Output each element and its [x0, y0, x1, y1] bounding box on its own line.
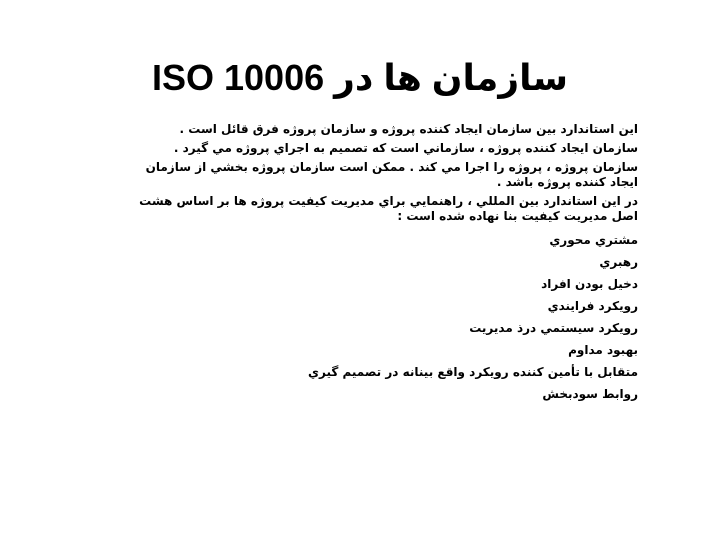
- paragraph-eight-principles: در اين استاندارد بين المللي ، راهنمايي براي مديريت كيفيت پروژه ها بر اساس هشت اصل مديريت كيفيت بنا نهاده شده است :: [139, 194, 638, 223]
- paragraph-originating-org: سازمان ايجاد كننده پروژه ، سازماني است كه تصميم به اجراي پروژه مي گيرد .: [173, 141, 638, 155]
- principle-item: بهبود مداوم: [568, 343, 638, 357]
- principle-item: مشتري محوري: [549, 233, 638, 247]
- paragraph-project-org: سازمان پروژه ، پروژه را اجرا مي كند . ممكن است سازمان پروژه بخشي از سازمان ايجاد كننده پروژه باشد .: [145, 160, 638, 189]
- slide-body: [118, 122, 638, 409]
- principle-item: متقابل با تأمين كننده رويكرد واقع بينانه در تصميم گيري: [307, 365, 638, 379]
- principle-item: رويكرد فرايندي: [547, 299, 638, 313]
- slide-title: سازمان ها در ISO 10006: [152, 57, 568, 98]
- principle-item: دخيل بودن افراد: [541, 277, 638, 291]
- principle-item: روابط سودبخش: [542, 387, 638, 401]
- principle-item: رهبري: [599, 255, 638, 269]
- paragraph-intro: اين استاندارد بين سازمان ايجاد كننده پروژه و سازمان پروژه فرق قائل است .: [179, 122, 638, 136]
- principle-item: رويكرد سيستمي درذ مديريت: [469, 321, 638, 335]
